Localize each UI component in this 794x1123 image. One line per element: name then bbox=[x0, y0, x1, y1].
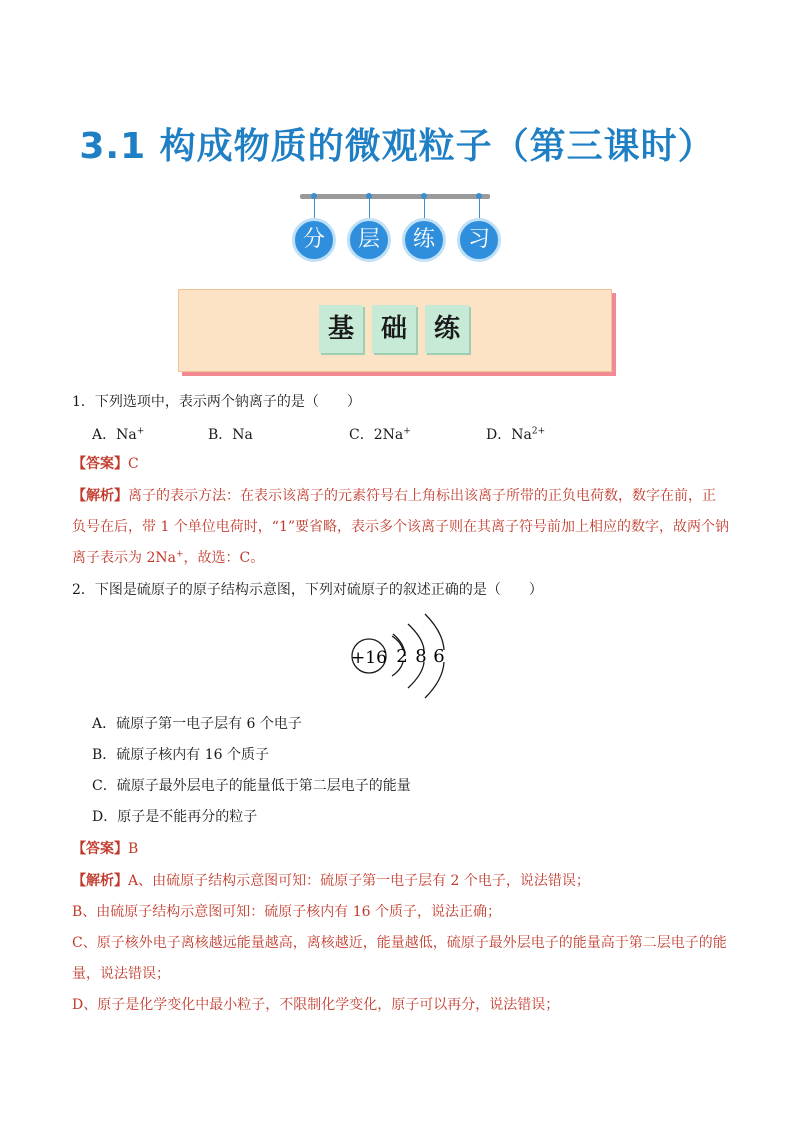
section-header bbox=[178, 289, 612, 372]
q2-answer: 【答案】B bbox=[72, 841, 139, 857]
q1-option-b: B．Na bbox=[208, 427, 253, 443]
q2-analysis-2: B、由硫原子结构示意图可知：硫原子核内有 16 个质子，说法正确； bbox=[72, 904, 502, 920]
question-2-stem: 2．下图是硫原子的原子结构示意图，下列对硫原子的叙述正确的是（ ） bbox=[72, 582, 543, 598]
shell-3-arc-top bbox=[425, 614, 444, 650]
shell-1-count: 2 bbox=[396, 646, 408, 667]
practice-banner bbox=[288, 190, 508, 270]
q1-option-a: A．Na+ bbox=[92, 426, 145, 443]
q2-option-a: A．硫原子第一电子层有 6 个电子 bbox=[92, 716, 302, 732]
q2-analysis-1: 【解析】A、由硫原子结构示意图可知：硫原子第一电子层有 2 个电子，说法错误； bbox=[72, 873, 590, 889]
shell-3-arc-bottom bbox=[425, 662, 444, 698]
banner-rod bbox=[300, 194, 490, 199]
nucleus-label: +16 bbox=[351, 648, 387, 668]
q2-option-b: B．硫原子核内有 16 个质子 bbox=[92, 747, 270, 763]
q2-option-c: C．硫原子最外层电子的能量低于第二层电子的能量 bbox=[92, 778, 411, 794]
shell-3-count: 6 bbox=[433, 646, 445, 667]
q2-analysis-4: 量，说法错误； bbox=[72, 966, 170, 982]
q1-option-c: C．2Na+ bbox=[349, 426, 411, 443]
q2-analysis-3: C、原子核外电子离核越远能量越高，离核越近，能量越低，硫原子最外层电子的能量高于第二层电子的能 bbox=[72, 935, 727, 951]
q1-analysis-2: 负号在后，带 1 个单位电荷时，“1”要省略，表示多个该离子则在其离子符号前加上相应的数字，故两个钠 bbox=[72, 519, 730, 535]
banner-char: 层 bbox=[347, 218, 391, 262]
section-char: 础 bbox=[372, 305, 416, 353]
page-title: 3.1 构成物质的微观粒子（第三课时） bbox=[79, 126, 715, 167]
q1-analysis-1: 【解析】离子的表示方法：在表示该离子的元素符号右上角标出该离子所带的正负电荷数，数字在前，正 bbox=[72, 488, 716, 504]
q2-analysis-5: D、原子是化学变化中最小粒子，不限制化学变化，原子可以再分，说法错误； bbox=[72, 997, 560, 1013]
banner-char: 习 bbox=[457, 218, 501, 262]
q1-option-d: D．$Na^{2+}$ bbox=[486, 426, 546, 443]
q2-option-d: D．原子是不能再分的粒子 bbox=[92, 809, 258, 825]
banner-char: 分 bbox=[292, 218, 336, 262]
banner-char: 练 bbox=[402, 218, 446, 262]
question-1-stem: 1．下列选项中，表示两个钠离子的是（ ） bbox=[72, 394, 361, 410]
q1-analysis-3: 离子表示为 2Na+，故选：C。 bbox=[72, 549, 265, 566]
sulfur-atom-diagram bbox=[345, 608, 455, 704]
section-char: 练 bbox=[425, 305, 469, 353]
shell-2-count: 8 bbox=[415, 646, 427, 667]
section-char: 基 bbox=[319, 305, 363, 353]
q1-answer: 【答案】C bbox=[72, 456, 139, 472]
